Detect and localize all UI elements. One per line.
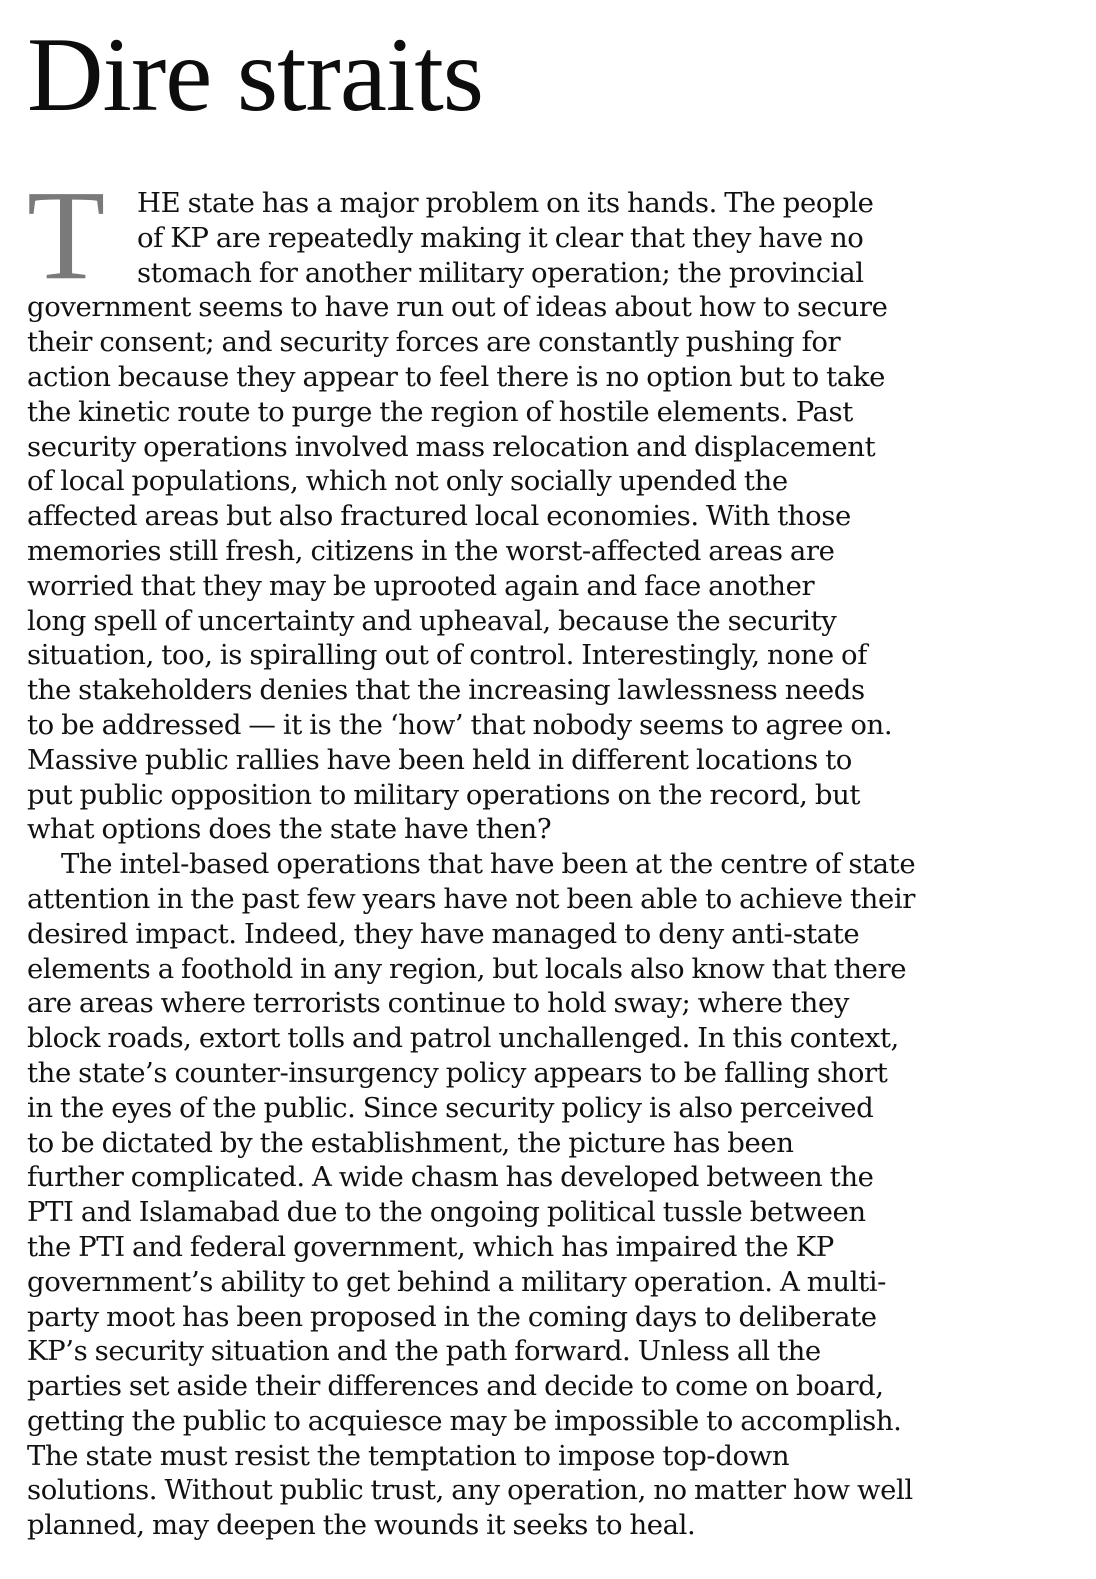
- text-line: government seems to have run out of ideas about how to secure: [27, 291, 888, 324]
- text-line: what options does the state have then?: [27, 813, 552, 846]
- text-line: further complicated. A wide chasm has developed between the: [27, 1161, 874, 1194]
- paragraph-1: [27, 186, 1077, 847]
- text-line: put public opposition to military operations on the record, but: [27, 778, 861, 811]
- text-line: of local populations, which not only socially upended the: [27, 465, 788, 498]
- text-line: the stakeholders denies that the increasing lawlessness needs: [27, 674, 865, 707]
- text-line: block roads, extort tolls and patrol unchallenged. In this context,: [27, 1022, 899, 1055]
- text-line: security operations involved mass relocation and displacement: [27, 430, 876, 463]
- text-line: KP’s security situation and the path forward. Unless all the: [27, 1335, 821, 1368]
- editorial-article: [27, 0, 1077, 1543]
- text-line: the PTI and federal government, which has impaired the KP: [27, 1230, 834, 1263]
- text-line: of KP are repeatedly making it clear that they have no: [137, 221, 864, 254]
- text-line: desired impact. Indeed, they have managed to deny anti-state: [27, 917, 860, 950]
- text-line: to be dictated by the establishment, the picture has been: [27, 1126, 794, 1159]
- text-line: their consent; and security forces are constantly pushing for: [27, 326, 841, 359]
- paragraph-2: [27, 847, 1077, 1543]
- text-line: HE state has a major problem on its hands. The people: [137, 187, 874, 219]
- text-line: PTI and Islamabad due to the ongoing political tussle between: [27, 1196, 866, 1229]
- text-line: government’s ability to get behind a military operation. A multi-: [27, 1265, 887, 1298]
- text-line: party moot has been proposed in the coming days to deliberate: [27, 1300, 877, 1333]
- headline: Dire straits: [27, 16, 484, 133]
- text-line: the kinetic route to purge the region of hostile elements. Past: [27, 395, 853, 428]
- text-line: memories still fresh, citizens in the worst-affected areas are: [27, 534, 835, 567]
- text-line: elements a foothold in any region, but locals also know that there: [27, 952, 907, 985]
- text-line: situation, too, is spiralling out of control. Interestingly, none of: [27, 639, 867, 672]
- text-line: to be addressed — it is the ‘how’ that nobody seems to agree on.: [27, 708, 893, 741]
- text-line: Massive public rallies have been held in different locations to: [27, 743, 852, 776]
- text-line: attention in the past few years have not been able to achieve their: [27, 882, 915, 915]
- text-line: solutions. Without public trust, any operation, no matter how well: [27, 1474, 913, 1507]
- text-line: The state must resist the temptation to impose top-down: [27, 1439, 790, 1472]
- text-line: affected areas but also fractured local economies. With those: [27, 500, 851, 533]
- text-line: stomach for another military operation; the provincial: [137, 256, 864, 289]
- text-line: long spell of uncertainty and upheaval, because the security: [27, 604, 837, 637]
- article-body: [27, 186, 1077, 1543]
- text-line: parties set aside their differences and decide to come on board,: [27, 1370, 884, 1403]
- drop-cap: T: [27, 164, 106, 306]
- text-line: are areas where terrorists continue to hold sway; where they: [27, 987, 849, 1020]
- text-line: planned, may deepen the wounds it seeks to heal.: [27, 1509, 696, 1542]
- text-line: the state’s counter-insurgency policy appears to be falling short: [27, 1056, 888, 1089]
- text-line: worried that they may be uprooted again and face another: [27, 569, 815, 602]
- text-line: in the eyes of the public. Since security policy is also perceived: [27, 1091, 874, 1124]
- text-line: The intel-based operations that have been at the centre of state: [61, 848, 916, 881]
- text-line: action because they appear to feel there is no option but to take: [27, 360, 885, 393]
- text-line: getting the public to acquiesce may be impossible to accomplish.: [27, 1404, 902, 1437]
